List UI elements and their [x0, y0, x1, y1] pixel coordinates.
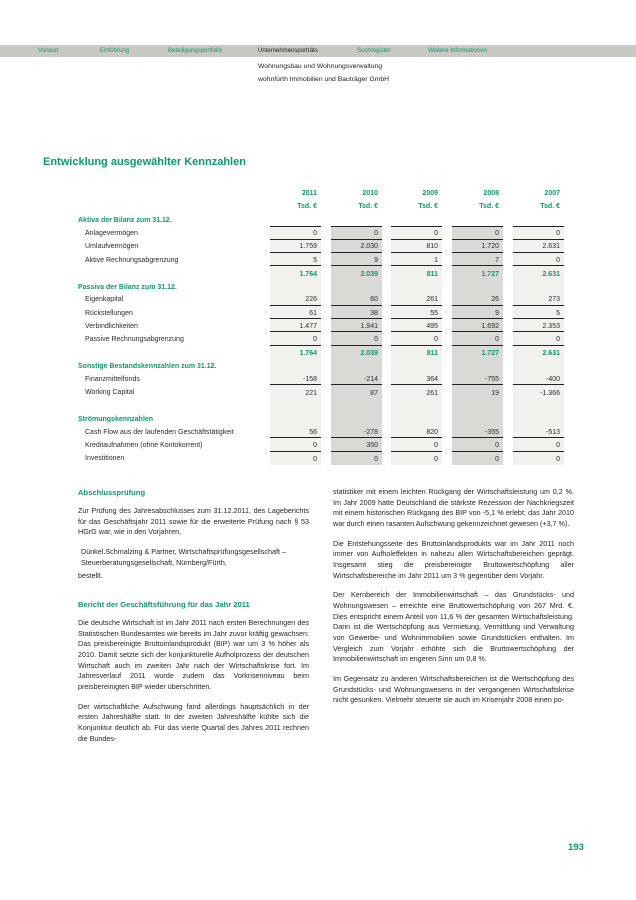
paragraph: Die deutsche Wirtschaft ist im Jahr 2011 nach ersten Berechnungen des Statistischen Bundesamtes wie bereits im Jahr zuvor kräftig gewachsen: Das preisbereinigte Bruttoinlandsprodukt (BIP) war um 3 % höher als 2010. Damit setzte sich der konjunkturelle Aufholprozess der deutschen Wirtschaft auch im zweiten Jahr nach der Wirtschaftskrise fort. Im Jahresverlauf 2011 wurde zudem das Vorkrisenniveau beim preisbereinigten BIP wieder überschritten.: [78, 617, 309, 691]
table-row: [0, 385, 636, 398]
table-cell: [513, 253, 564, 266]
table-cell: [452, 332, 503, 345]
breadcrumb-line-1: Wohnungsbau und Wohnungsverwaltung: [258, 63, 383, 70]
article-col-right: [333, 487, 574, 715]
table-cell: [331, 346, 382, 359]
cell-value: 7: [495, 256, 499, 264]
table-cell: [270, 346, 321, 359]
cell-value: 2.039: [360, 270, 378, 278]
table-cell: [270, 385, 321, 398]
cell-value: 0: [495, 456, 499, 464]
table-cell: [270, 425, 321, 438]
cell-value: 26: [491, 296, 499, 304]
nav-item-1[interactable]: Vorwort: [38, 48, 59, 54]
breadcrumb-line-2: wohnfürth Immobilien und Bauträger GmbH: [258, 76, 390, 83]
table-row: [0, 253, 636, 266]
paragraph: Im Gegensatz zu anderen Wirtschaftsbereichen ist die Wertschöpfung des Grundstücks- und Wohnungswesens in der vergangenen Wirtschaftskrise nicht gesunken. Vielmehr steuerte sie auch im Krisenjahr 2008 einen po-: [333, 673, 574, 705]
table-cell: [270, 452, 321, 465]
section-label: Strömungskennzahlen: [78, 416, 154, 423]
table-cell: [452, 279, 503, 292]
cell-value: 1.764: [299, 270, 317, 278]
table-cell: [270, 438, 321, 451]
cell-value: 0: [495, 230, 499, 237]
table-cell: [513, 279, 564, 292]
cell-value: 0: [374, 456, 378, 464]
cell-value: 0: [495, 336, 499, 343]
table-cell: [452, 266, 503, 279]
table-cell: [391, 279, 442, 292]
table-cell: [331, 319, 382, 332]
cell-value: 38: [370, 309, 378, 317]
table-cell: [391, 332, 442, 345]
table-cell: [270, 213, 321, 226]
table-cell: [452, 306, 503, 319]
cell-value: 0: [556, 230, 560, 237]
column-header: 2008 Tsd. €: [479, 190, 499, 210]
key-figures-table: [0, 188, 636, 465]
cell-value: 1.477: [299, 322, 317, 330]
table-row: [0, 452, 636, 465]
table-blank-row: [0, 399, 636, 412]
nav-item-5[interactable]: Suchregister: [357, 48, 391, 54]
table-cell: [270, 372, 321, 385]
table-row: [0, 226, 636, 239]
table-cell: [452, 293, 503, 306]
cell-value: 60: [370, 296, 378, 304]
cell-value: 820: [426, 428, 438, 436]
table-cell: [391, 438, 442, 451]
table-cell: [452, 399, 503, 412]
cell-value: 19: [491, 390, 499, 397]
cell-value: 0: [374, 336, 378, 343]
cell-value: 9: [374, 256, 378, 264]
table-cell: [452, 226, 503, 239]
table-cell: [452, 438, 503, 451]
table-cell: [452, 412, 503, 425]
table-cell: [270, 412, 321, 425]
row-label: Rückstellungen: [85, 309, 133, 317]
cell-value: 2.631: [542, 350, 560, 358]
table-column-headers: [0, 188, 636, 213]
cell-value: 2.631: [542, 270, 560, 278]
cell-value: 0: [434, 456, 438, 464]
table-cell: [513, 438, 564, 451]
cell-value: 55: [430, 309, 438, 317]
nav-item-6[interactable]: Weitere Informationen: [428, 48, 487, 54]
table-cell: [270, 240, 321, 253]
table-cell: [513, 452, 564, 465]
table-row: [0, 319, 636, 332]
table-cell: [270, 226, 321, 239]
paragraph: Dünkel.Schmalzing & Partner, Wirtschaftsprüfungsgesellschaft – Steuerberatungsgesellschaft, Nürnberg/Fürth,: [81, 546, 286, 567]
cell-value: 2.039: [360, 350, 378, 358]
paragraph: Die Entstehungsseite des Bruttoinlandsprodukts war im Jahr 2011 noch immer von Aufholeffekten in nahezu allen Wirtschaftsbereichen geprägt. Insgesamt stieg die preisbereinigte Bruttowertschöpfung aller Wirtschaftsbereiche im Jahr 2011 um 3 % gegenüber dem Vorjahr.: [333, 538, 574, 580]
cell-value: -755: [484, 375, 499, 383]
table-row: [0, 438, 636, 451]
paragraph: Der Kernbereich der Immobilienwirtschaft – das Grundstücks- und Wohnungswesen – erreichte eine Bruttowertschöpfung von 267 Mrd. €. Dies entspricht einem Anteil von 11,6 % der gesamten Wirtschaftsleistung. Darin ist die Wertschöpfung aus Vermietung, Vermittlung und Verwaltung von Gewerbe- und Wohnimmobilien sowie Grundstücken enthalten. Im Vergleich zum Vorjahr erhöhte sich die Bruttowertschöpfung der Immobilienwirtschaft im engeren Sinn um 0,8 %.: [333, 590, 574, 664]
table-cell: [270, 266, 321, 279]
table-cell: [331, 253, 382, 266]
article-heading: Bericht der Geschäftsführung für das Jahr 2011: [78, 599, 250, 609]
cell-value: 0: [556, 442, 560, 449]
column-header: 2011 Tsd. €: [297, 190, 317, 210]
table-cell: [270, 359, 321, 372]
cell-value: -214: [363, 375, 378, 383]
cell-value: 61: [309, 309, 317, 317]
cell-value: 811: [426, 350, 438, 358]
table-cell: [331, 399, 382, 412]
table-cell: [331, 293, 382, 306]
row-label: Aktive Rechnungsabgrenzung: [85, 256, 179, 264]
row-label: Investitionen: [85, 455, 125, 463]
cell-value: 1.941: [360, 322, 378, 330]
cell-value: -158: [302, 375, 317, 383]
table-cell: [391, 306, 442, 319]
cell-value: 350: [366, 442, 378, 449]
table-cell: [513, 226, 564, 239]
section-label: Aktiva der Bilanz zum 31.12.: [78, 217, 172, 225]
table-cell: [513, 266, 564, 279]
cell-value: 0: [434, 336, 438, 343]
table-cell: [391, 412, 442, 425]
top-nav: [0, 45, 636, 57]
cell-value: 811: [426, 270, 438, 278]
table-cell: [331, 438, 382, 451]
table-cell: [331, 332, 382, 345]
table-cell: [331, 412, 382, 425]
table-row: [0, 425, 636, 438]
cell-value: 87: [370, 390, 378, 397]
table-cell: [513, 240, 564, 253]
cell-value: 1.692: [481, 322, 499, 330]
cell-value: 0: [556, 456, 560, 464]
table-cell: [331, 306, 382, 319]
table-section-row: [0, 412, 636, 425]
table-cell: [391, 425, 442, 438]
table-cell: [331, 425, 382, 438]
cell-value: 0: [313, 230, 317, 237]
column-header: 2009 Tsd. €: [418, 190, 438, 210]
table-cell: [270, 253, 321, 266]
table-cell: [270, 319, 321, 332]
cell-value: 1.764: [299, 350, 317, 358]
cell-value: -513: [545, 428, 560, 436]
table-cell: [391, 240, 442, 253]
row-label: Passive Rechnungsabgrenzung: [85, 336, 184, 343]
table-cell: [513, 346, 564, 359]
table-rows: [0, 213, 636, 465]
table-section-row: [0, 359, 636, 372]
row-label: Kreditaufnahmen (ohne Kontokorrent): [85, 442, 203, 449]
cell-value: 0: [374, 230, 378, 237]
table-cell: [513, 319, 564, 332]
cell-value: 2.631: [542, 243, 560, 251]
cell-value: 5: [556, 309, 560, 317]
row-label: Verbindlichkeiten: [85, 322, 138, 330]
cell-value: 1.720: [481, 243, 499, 251]
table-cell: [391, 319, 442, 332]
table-cell: [452, 319, 503, 332]
table-cell: [513, 385, 564, 398]
cell-value: -400: [545, 375, 560, 383]
table-cell: [331, 359, 382, 372]
row-label: Finanzmittelfonds: [85, 375, 140, 383]
table-row: [0, 293, 636, 306]
table-cell: [452, 372, 503, 385]
table-cell: [331, 385, 382, 398]
table-row: [0, 240, 636, 253]
cell-value: 2.030: [360, 243, 378, 251]
cell-value: 0: [495, 442, 499, 449]
table-cell: [331, 372, 382, 385]
row-label: Anlagevermögen: [85, 230, 138, 237]
table-cell: [331, 266, 382, 279]
cell-value: 2.353: [542, 322, 560, 330]
nav-item-2[interactable]: Einführung: [100, 48, 130, 54]
table-cell: [513, 399, 564, 412]
cell-value: 0: [313, 336, 317, 343]
section-label: Passiva der Bilanz zum 31.12.: [78, 283, 177, 291]
page-title: Entwicklung ausgewählter Kennzahlen: [43, 156, 246, 169]
breadcrumb: [258, 60, 389, 86]
table-cell: [391, 372, 442, 385]
row-label: Umlaufvermögen: [85, 243, 139, 251]
cell-value: -355: [484, 428, 499, 436]
table-cell: [270, 399, 321, 412]
table-cell: [270, 332, 321, 345]
nav-item-4[interactable]: Unternehmensporträts: [258, 48, 318, 54]
cell-value: -1.366: [540, 390, 560, 397]
cell-value: 5: [313, 256, 317, 264]
cell-value: 226: [305, 296, 317, 304]
paragraph: statistiker mit einem leichten Rückgang der Wirtschaftsleistung um 0,2 %. Im Jahr 2009 hatte Deutschland die stärkste Rezession der Nachkriegszeit mit einem historischen Rückgang des BIP von -5,1 % erlebt; das Jahr 2010 war durch einen rasanten Aufschwung gekennzeichnet gewesen (+3,7 %).: [333, 487, 574, 528]
table-cell: [513, 359, 564, 372]
table-row: [0, 332, 636, 345]
cell-value: 0: [556, 336, 560, 343]
cell-value: -278: [363, 428, 378, 436]
table-cell: [391, 213, 442, 226]
table-cell: [391, 293, 442, 306]
cell-value: 1.727: [481, 350, 499, 358]
table-cell: [452, 385, 503, 398]
cell-value: 221: [305, 390, 317, 397]
nav-item-3[interactable]: Beteiligungsportfolio: [168, 48, 223, 54]
table-cell: [452, 213, 503, 226]
row-label: Eigenkapital: [85, 296, 124, 304]
table-cell: [452, 240, 503, 253]
cell-value: 0: [556, 256, 560, 264]
cell-value: 0: [434, 442, 438, 449]
table-cell: [452, 452, 503, 465]
table-cell: [513, 425, 564, 438]
cell-value: 364: [426, 375, 438, 383]
cell-value: 261: [426, 296, 438, 304]
paragraph: bestellt.: [78, 571, 103, 581]
table-cell: [513, 332, 564, 345]
table-cell: [452, 425, 503, 438]
table-cell: [391, 399, 442, 412]
table-cell: [391, 346, 442, 359]
table-row: [0, 306, 636, 319]
table-total-row: [0, 266, 636, 279]
cell-value: 0: [313, 456, 317, 464]
table-cell: [331, 213, 382, 226]
table-cell: [513, 213, 564, 226]
section-label: Sonstige Bestandskennzahlen zum 31.12.: [78, 363, 217, 370]
table-cell: [270, 306, 321, 319]
table-section-row: [0, 279, 636, 292]
page-number: 193: [568, 842, 584, 853]
cell-value: 1: [434, 256, 438, 264]
cell-value: 56: [309, 428, 317, 436]
table-cell: [331, 279, 382, 292]
cell-value: 273: [548, 296, 560, 304]
cell-value: 9: [495, 309, 499, 317]
row-label: Working Capital: [85, 389, 135, 396]
table-cell: [391, 266, 442, 279]
table-cell: [513, 372, 564, 385]
cell-value: 261: [426, 390, 438, 397]
cell-value: 0: [313, 442, 317, 449]
table-cell: [391, 452, 442, 465]
article-heading: Abschlussprüfung: [78, 488, 146, 497]
table-cell: [391, 226, 442, 239]
cell-value: 810: [426, 243, 438, 251]
table-cell: [391, 359, 442, 372]
article-col-left: [78, 487, 309, 753]
table-cell: [513, 293, 564, 306]
table-cell: [331, 452, 382, 465]
column-header: 2010 Tsd. €: [358, 190, 378, 210]
cell-value: 495: [426, 322, 438, 330]
cell-value: 1.759: [299, 243, 317, 251]
table-cell: [452, 359, 503, 372]
paragraph: Zur Prüfung des Jahresabschlusses zum 31.12.2011, des Lageberichts für das Geschäftsjahr 2011 sowie für die erweiterte Prüfung nach § 53 HGrG war, wie in den Vorjahren,: [78, 506, 309, 537]
paragraph: Der wirtschaftliche Aufschwung fand allerdings hauptsächlich in der ersten Jahreshälfte statt. In der zweiten Jahreshälfte kühlte sich die Konjunktur deutlich ab. Für das vierte Quartal des Jahres 2011 rechnen die Bundes-: [78, 701, 309, 743]
table-cell: [452, 253, 503, 266]
table-cell: [331, 226, 382, 239]
table-cell: [513, 306, 564, 319]
table-cell: [452, 346, 503, 359]
table-cell: [513, 412, 564, 425]
table-cell: [331, 240, 382, 253]
table-cell: [270, 279, 321, 292]
cell-value: 0: [434, 230, 438, 237]
row-label: Cash Flow aus der laufenden Geschäftstätigkeit: [85, 428, 234, 436]
table-row: [0, 372, 636, 385]
table-cell: [391, 385, 442, 398]
table-cell: [391, 253, 442, 266]
column-header: 2007 Tsd. €: [540, 190, 560, 210]
table-total-row: [0, 346, 636, 359]
table-cell: [270, 293, 321, 306]
cell-value: 1.727: [481, 270, 499, 278]
table-section-row: [0, 213, 636, 226]
